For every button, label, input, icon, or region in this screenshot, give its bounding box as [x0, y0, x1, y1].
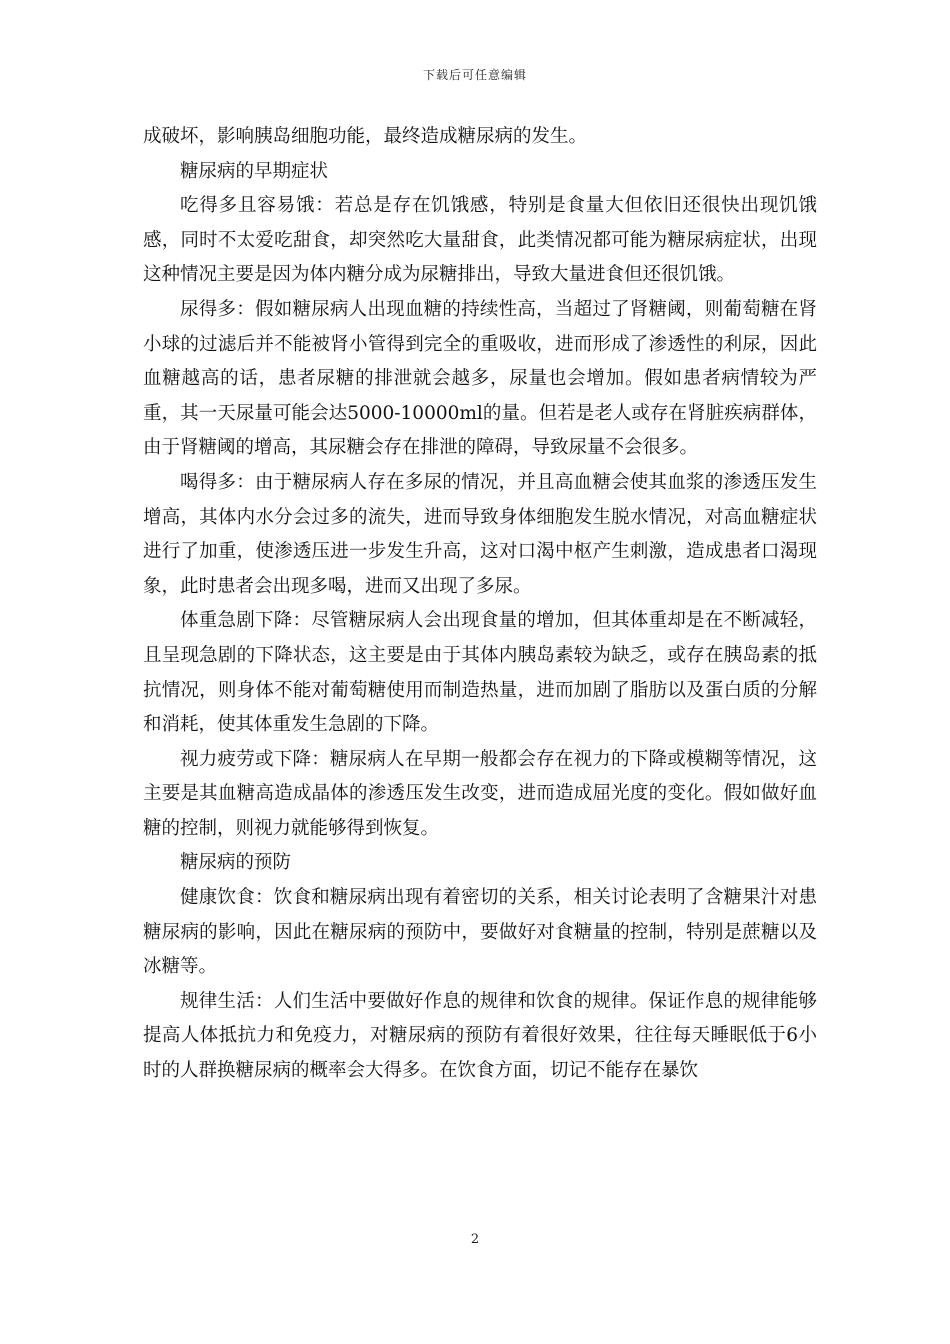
paragraph-eat-more: 吃得多且容易饿：若总是存在饥饿感，特别是食量大但依旧还很快出现饥饿感，同时不太爱吃甜食，却突然吃大量甜食，此类情况都可能为糖尿病症状，出现这种情况主要是因为体内糖分成为尿糖排出，导致大量进食但还很饥饿。 — [143, 195, 817, 286]
paragraph-vision: 视力疲劳或下降：糖尿病人在早期一般都会存在视力的下降或模糊等情况，这主要是其血糖高造成晶体的渗透压发生改变，进而造成屈光度的变化。假如做好血糖的控制，则视力就能够得到恢复。 — [143, 748, 817, 839]
section-heading-early-symptoms: 糖尿病的早期症状 — [180, 160, 329, 182]
paragraph-healthy-diet: 健康饮食：饮食和糖尿病出现有着密切的关系，相关讨论表明了含糖果汁对患糖尿病的影响，因此在糖尿病的预防中，要做好对食糖量的控制，特别是蔗糖以及冰糖等。 — [143, 887, 817, 978]
section-heading-prevention: 糖尿病的预防 — [180, 852, 292, 874]
page-number: 2 — [470, 1232, 480, 1247]
paragraph-urinate-more: 尿得多：假如糖尿病人出现血糖的持续性高，当超过了肾糖阈，则葡萄糖在肾小球的过滤后并不能被肾小管得到完全的重吸收，进而形成了渗透性的利尿，因此血糖越高的话，患者尿糖的排泄就会越多，尿量也会增加。假如患者病情较为严重，其一天尿量可能会达5000-10000ml的量。但若是老人或存在肾脏疾病群体，由于肾糖阈的增高，其尿糖会存在排泄的障碍，导致尿量不会很多。 — [143, 298, 817, 459]
paragraph-drink-more: 喝得多：由于糖尿病人存在多尿的情况，并且高血糖会使其血浆的渗透压发生增高，其体内水分会过多的流失，进而导致身体细胞发生脱水情况，对高血糖症状进行了加重，使渗透压进一步发生升高，这对口渴中枢产生刺激，造成患者口渴现象，此时患者会出现多喝，进而又出现了多尿。 — [143, 471, 817, 597]
document-body — [143, 120, 817, 1089]
paragraph-regular-life: 规律生活：人们生活中要做好作息的规律和饮食的规律。保证作息的规律能够提高人体抵抗力和免疫力，对糖尿病的预防有着很好效果，往往每天睡眠低于6小时的人群换糖尿病的概率会大得多。在饮食方面，切记不能存在暴饮 — [143, 990, 817, 1082]
paragraph-continued: 成破坏，影响胰岛细胞功能，最终造成糖尿病的发生。 — [143, 126, 588, 147]
page-header: 下载后可任意编辑 — [422, 68, 527, 82]
paragraph-weight-loss: 体重急剧下降：尽管糖尿病人会出现食量的增加，但其体重却是在不断减轻，且呈现急剧的下降状态，这主要是由于其体内胰岛素较为缺乏，或存在胰岛素的抵抗情况，则身体不能对葡萄糖使用而制造热量，进而加剧了脂肪以及蛋白质的分解和消耗，使其体重发生急剧的下降。 — [143, 610, 817, 736]
